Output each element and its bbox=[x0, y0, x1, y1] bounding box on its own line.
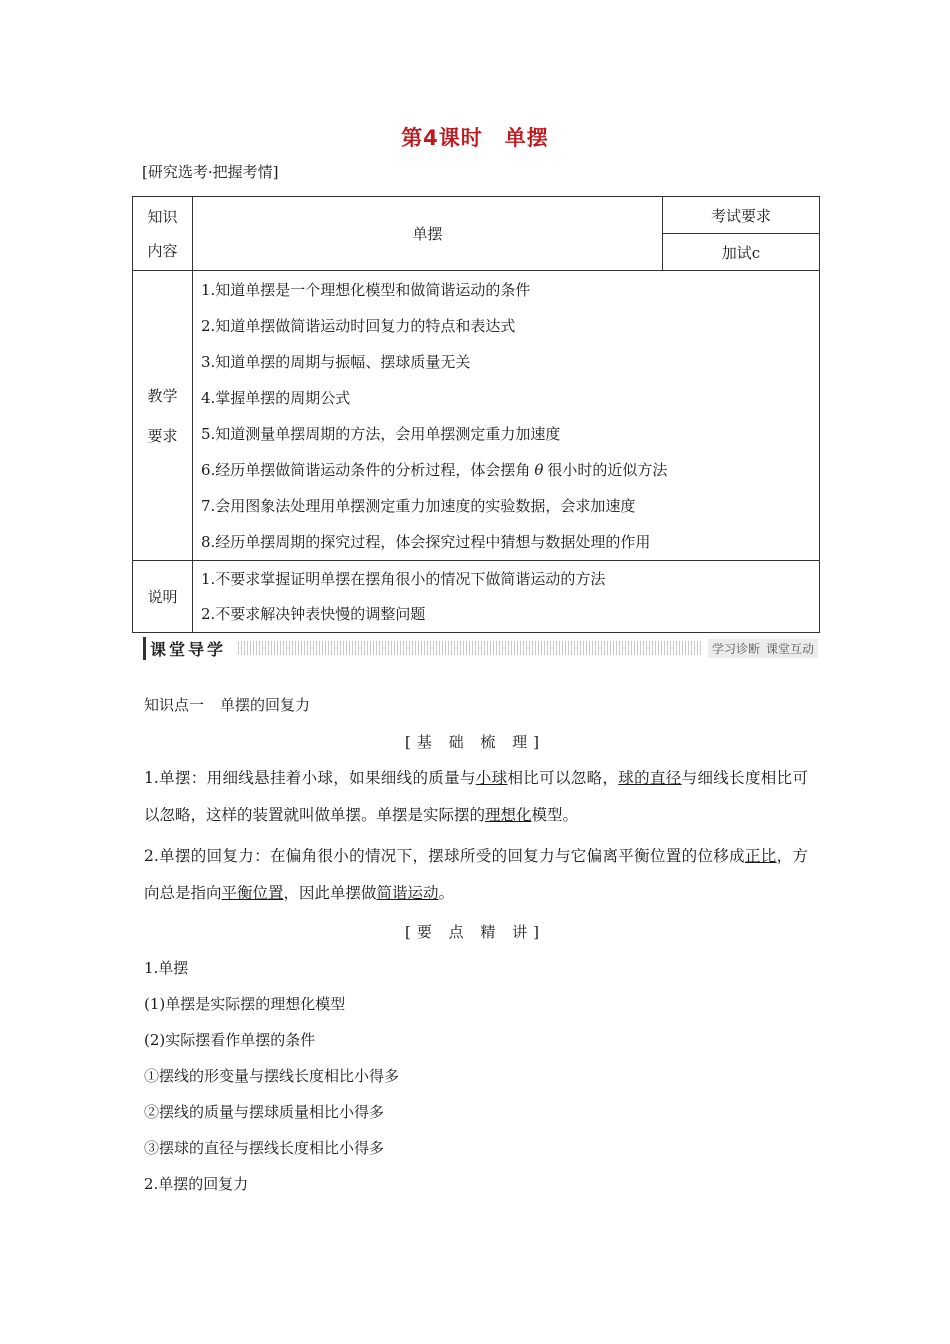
banner-subtitle-1: 学习诊断 bbox=[711, 641, 760, 656]
key-line-3: (2)实际摆看作单摆的条件 bbox=[144, 1031, 316, 1049]
basic-review-heading: [基 础 梳 理] bbox=[404, 733, 545, 751]
teaching-item-6 bbox=[201, 452, 819, 488]
knowledge-point-heading bbox=[144, 694, 808, 715]
para2-blank-3: 简谐运动 bbox=[376, 884, 439, 902]
banner-subtitle bbox=[708, 639, 818, 658]
para1-text-1: 1.单摆：用细线悬挂着小球，如果细线的质量与 bbox=[144, 769, 476, 787]
para1-blank-1: 小球 bbox=[475, 769, 508, 787]
exam-header-cell: 考试要求 bbox=[663, 197, 820, 234]
key-line-5: ②摆线的质量与摆球质量相比小得多 bbox=[144, 1103, 385, 1121]
knowledge-point-label: 知识点一 bbox=[144, 696, 205, 714]
key-line-7: 2.单摆的回复力 bbox=[144, 1175, 249, 1193]
banner-subtitle-2: 课堂互动 bbox=[765, 641, 814, 656]
key-points-heading: [要 点 精 讲] bbox=[404, 923, 545, 941]
teaching-items-list bbox=[193, 272, 819, 560]
section-tag: [研究选考·把握考情] bbox=[142, 163, 279, 181]
banner-divider bbox=[238, 641, 702, 655]
para1-text-2: 相比可以忽略， bbox=[507, 769, 619, 787]
para1-text-4: 模型。 bbox=[531, 806, 579, 824]
teaching-item-2: 2.知道单摆做简谐运动时回复力的特点和表达式 bbox=[201, 316, 516, 335]
knowledge-label-cell bbox=[133, 197, 193, 271]
para1-blank-2: 球的直径 bbox=[618, 769, 682, 787]
teaching-label-cell bbox=[133, 271, 193, 561]
teaching-item-7: 7.会用图象法处理用单摆测定重力加速度的实验数据，会求加速度 bbox=[201, 496, 636, 515]
requirements-table bbox=[132, 196, 820, 633]
key-line-6: ③摆球的直径与摆线长度相比小得多 bbox=[144, 1139, 385, 1157]
teaching-item-6-text: 6.经历单摆做简谐运动条件的分析过程，体会摆角 bbox=[201, 460, 531, 479]
teaching-item-5: 5.知道测量单摆周期的方法，会用单摆测定重力加速度 bbox=[201, 424, 561, 443]
para1-text-3: 与细线长度相比可以忽略，这样的装置就叫做单摆。单摆是实际摆的 bbox=[144, 769, 808, 824]
para2-text-2: ，方向总是指向 bbox=[144, 847, 808, 902]
page-title: 第4课时 单摆 bbox=[401, 126, 549, 150]
section-banner bbox=[143, 637, 818, 659]
para2-text-1: 2.单摆的回复力：在偏角很小的情况下，摆球所受的回复力与它偏离平衡位置的位移成 bbox=[144, 847, 745, 865]
paragraph-restoring-force bbox=[144, 838, 808, 912]
key-line-1: 1.单摆 bbox=[144, 959, 189, 977]
notes-label-cell: 说明 bbox=[133, 561, 193, 633]
notes-list bbox=[193, 562, 819, 632]
para2-blank-2: 平衡位置 bbox=[221, 884, 284, 902]
knowledge-point-name: 单摆的回复力 bbox=[220, 696, 311, 714]
note-item-2: 2.不要求解决钟表快慢的调整问题 bbox=[201, 604, 426, 623]
paragraph-single-pendulum bbox=[144, 760, 808, 834]
exam-level-cell: 加试c bbox=[663, 234, 820, 271]
teaching-item-1: 1.知道单摆是一个理想化模型和做简谐运动的条件 bbox=[201, 280, 531, 299]
para2-text-3: ，因此单摆做 bbox=[283, 884, 377, 902]
teaching-item-3: 3.知道单摆的周期与振幅、摆球质量无关 bbox=[201, 352, 471, 371]
theta-symbol: θ bbox=[534, 460, 544, 479]
teaching-item-8: 8.经历单摆周期的探究过程，体会探究过程中猜想与数据处理的作用 bbox=[201, 532, 651, 551]
banner-title: 课堂导学 bbox=[143, 637, 232, 660]
teaching-items-cell bbox=[193, 271, 820, 561]
teaching-label: 教学要求 bbox=[147, 386, 178, 445]
teaching-item-4: 4.掌握单摆的周期公式 bbox=[201, 388, 351, 407]
knowledge-label: 知识内容 bbox=[147, 207, 178, 260]
notes-items-cell bbox=[193, 561, 820, 633]
topic-cell: 单摆 bbox=[193, 197, 663, 271]
para2-text-4: 。 bbox=[438, 884, 455, 902]
para1-blank-3: 理想化 bbox=[485, 806, 532, 824]
key-line-4: ①摆线的形变量与摆线长度相比小得多 bbox=[144, 1067, 400, 1085]
note-item-1: 1.不要求掌握证明单摆在摆角很小的情况下做简谐运动的方法 bbox=[201, 569, 606, 588]
key-line-2: (1)单摆是实际摆的理想化模型 bbox=[144, 995, 346, 1013]
teaching-item-6-tail: 很小时的近似方法 bbox=[547, 460, 668, 479]
para2-blank-1: 正比 bbox=[744, 847, 777, 865]
